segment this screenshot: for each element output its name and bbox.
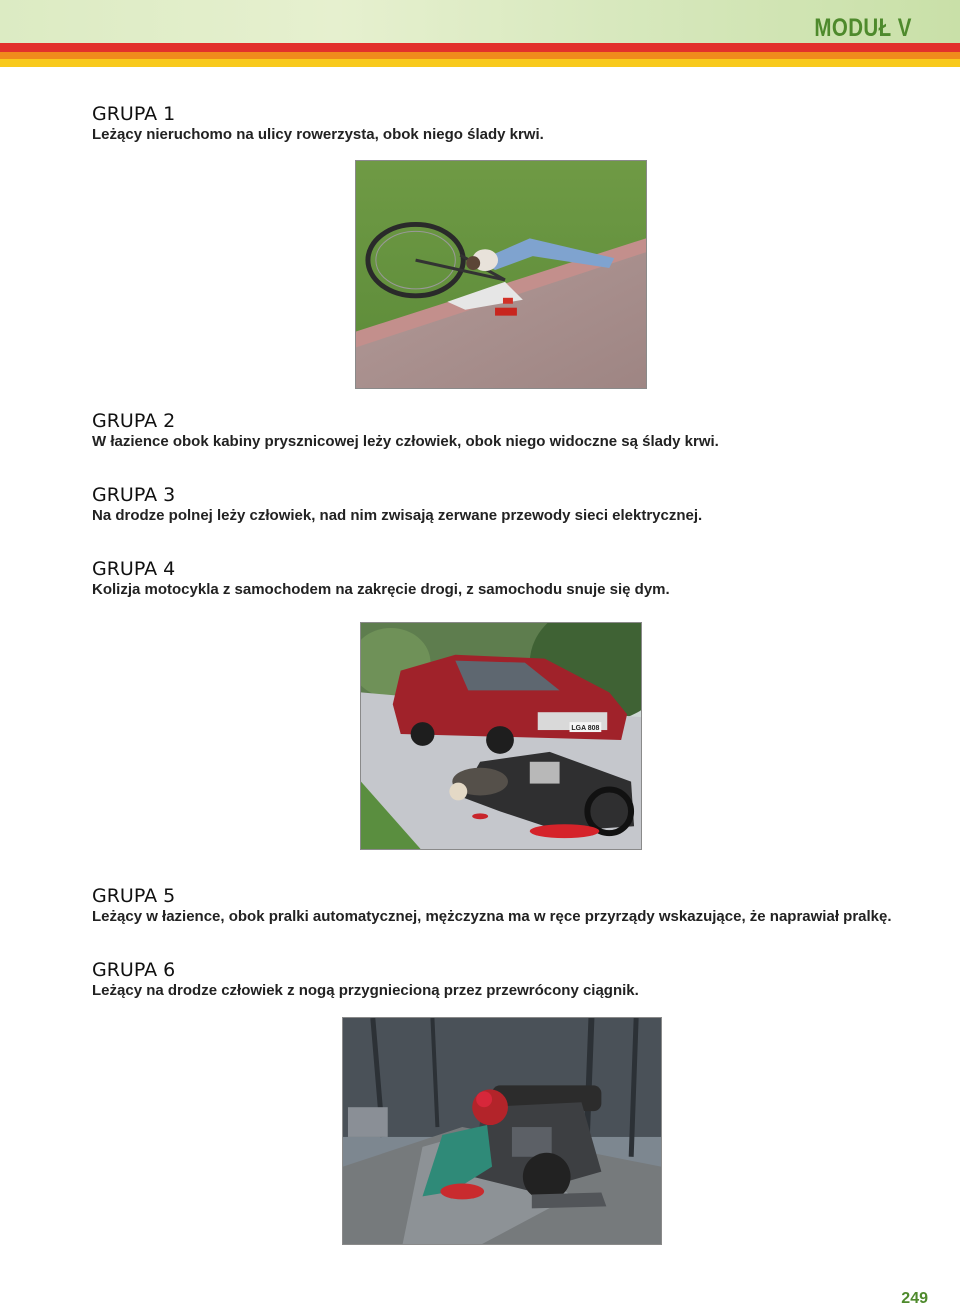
photo-tractor (342, 1017, 662, 1245)
group-3 (92, 484, 932, 525)
group-3-text: Na drodze polnej leży człowiek, nad nim zwisają zerwane przewody sieci elektrycznej. (92, 507, 703, 524)
header-stripe-red (0, 43, 960, 52)
header-stripe-yellow (0, 59, 960, 67)
group-2-text: W łazience obok kabiny prysznicowej leży człowiek, obok niego widoczne są ślady krwi. (92, 433, 719, 450)
module-title: MODUŁ V (814, 14, 912, 42)
group-6-title: GRUPA 6 (92, 959, 176, 981)
group-2-title: GRUPA 2 (92, 410, 176, 432)
group-1-title: GRUPA 1 (92, 103, 176, 125)
page-number: 249 (901, 1290, 928, 1307)
car-plate: LGA 808 (571, 725, 600, 733)
group-5 (92, 885, 932, 926)
group-5-text: Leżący w łazience, obok pralki automatycznej, mężczyzna ma w ręce przyrządy wskazujące, że naprawiał pralkę. (92, 908, 892, 925)
group-5-title: GRUPA 5 (92, 885, 176, 907)
group-4 (92, 558, 932, 599)
group-6 (92, 959, 932, 1000)
photo-car-motorcycle (360, 622, 642, 850)
group-3-title: GRUPA 3 (92, 484, 176, 506)
photo-cyclist (355, 160, 647, 389)
group-4-title: GRUPA 4 (92, 558, 176, 580)
group-1 (92, 103, 932, 144)
group-2 (92, 410, 932, 451)
header-stripe-orange (0, 52, 960, 59)
group-4-text: Kolizja motocykla z samochodem na zakręcie drogi, z samochodu snuje się dym. (92, 581, 670, 598)
group-6-text: Leżący na drodze człowiek z nogą przygniecioną przez przewrócony ciągnik. (92, 982, 639, 999)
group-1-text: Leżący nieruchomo na ulicy rowerzysta, obok niego ślady krwi. (92, 126, 544, 143)
